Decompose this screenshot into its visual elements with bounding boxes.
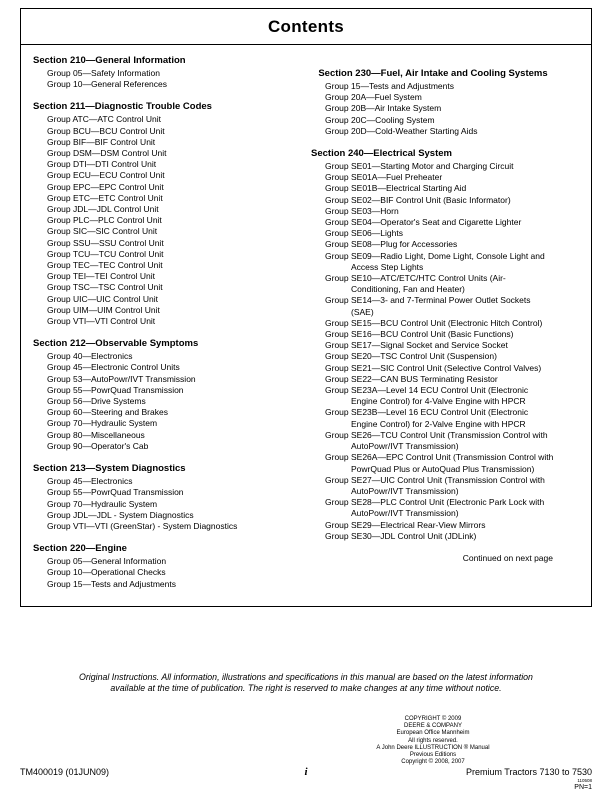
toc-group-entry: Group VTI—VTI Control Unit bbox=[47, 316, 156, 327]
section-heading: Section 230—Fuel, Air Intake and Cooling Systems bbox=[318, 68, 548, 79]
toc-group-entry: Group SSU—SSU Control Unit bbox=[47, 237, 164, 248]
toc-group-entry: Group TEI—TEI Control Unit bbox=[47, 271, 156, 282]
toc-group-entry: Group SE29—Electrical Rear-View Mirrors bbox=[325, 519, 486, 530]
section-group-list bbox=[311, 81, 555, 137]
toc-group-entry: Group JDL—JDL Control Unit bbox=[47, 204, 159, 215]
section-heading: Section 213—System Diagnostics bbox=[33, 463, 186, 475]
toc-group-entry: Group 70—Hydraulic System bbox=[47, 498, 158, 509]
toc-group-entry: Group SE23A—Level 14 ECU Control Unit (Electronic Engine Control) for 4-Valve Engine with HPCR bbox=[325, 385, 529, 407]
toc-group-entry: Group ECU—ECU Control Unit bbox=[47, 170, 165, 181]
continued-note: Continued on next page bbox=[462, 552, 553, 563]
section-heading: Section 240—Electrical System bbox=[311, 148, 452, 160]
toc-group-entry: Group 60—Steering and Brakes bbox=[47, 407, 168, 418]
section-group-list bbox=[33, 114, 297, 327]
copyright-line: All rights reserved. bbox=[408, 737, 458, 744]
toc-group-entry: Group BCU—BCU Control Unit bbox=[47, 125, 165, 136]
page-title: Contents bbox=[21, 9, 591, 45]
section-heading: Section 212—Observable Symptoms bbox=[33, 338, 199, 350]
toc-group-entry: Group 20A—Fuel System bbox=[325, 92, 422, 103]
toc-group-entry: Group 10—Operational Checks bbox=[47, 567, 166, 578]
section-group-list bbox=[33, 351, 297, 452]
toc-group-entry: Group SE20—TSC Control Unit (Suspension) bbox=[325, 351, 497, 362]
toc-group-entry: Group UIM—UIM Control Unit bbox=[47, 304, 160, 315]
toc-group-entry: Group DTI—DTI Control Unit bbox=[47, 159, 157, 170]
toc-group-entry: Group SE01A—Fuel Preheater bbox=[325, 172, 443, 183]
contents-box bbox=[20, 8, 592, 607]
toc-group-entry: Group EPC—EPC Control Unit bbox=[47, 181, 164, 192]
toc-group-entry: Group SE23B—Level 16 ECU Control Unit (Electronic Engine Control) for 2-Valve Engine with HPCR bbox=[325, 407, 529, 429]
toc-group-entry: Group SE21—SIC Control Unit (Selective Control Valves) bbox=[325, 362, 542, 373]
toc-group-entry: Group SE17—Signal Socket and Service Socket bbox=[325, 340, 508, 351]
toc-group-entry: Group BIF—BIF Control Unit bbox=[47, 136, 156, 147]
page-number: i bbox=[304, 766, 308, 778]
toc-group-entry: Group SE15—BCU Control Unit (Electronic Hitch Control) bbox=[325, 317, 543, 328]
toc-group-entry: Group SE26—TCU Control Unit (Transmission Control with AutoPowr/IVT Transmission) bbox=[325, 429, 548, 452]
copyright-line: DEERE & COMPANY bbox=[404, 723, 462, 730]
toc-group-entry: Group 90—Operator's Cab bbox=[47, 440, 149, 451]
copyright-line: Copyright © 2008, 2007 bbox=[401, 759, 465, 766]
toc-group-entry: Group SIC—SIC Control Unit bbox=[47, 226, 158, 237]
section-213-system-diagnostics bbox=[33, 463, 297, 532]
section-heading: Section 210—General Information bbox=[33, 55, 186, 66]
section-240-electrical-system bbox=[311, 148, 555, 542]
toc-group-entry: Group TSC—TSC Control Unit bbox=[47, 282, 163, 293]
toc-group-entry: Group 40—Electronics bbox=[47, 351, 133, 362]
section-group-list bbox=[33, 68, 297, 90]
copyright-block bbox=[333, 716, 533, 766]
toc-group-entry: Group 53—AutoPowr/IVT Transmission bbox=[47, 373, 196, 384]
toc-group-entry: Group TEC—TEC Control Unit bbox=[47, 260, 163, 271]
toc-group-entry: Group SE16—BCU Control Unit (Basic Functions) bbox=[325, 329, 514, 340]
toc-group-entry: Group SE04—Operator's Seat and Cigarette Lighter bbox=[325, 217, 522, 228]
section-group-list bbox=[33, 556, 297, 590]
original-instructions-notice: Original Instructions. All information, illustrations and specifications in this manual are based on the latest information available at the time of publication. The right is reserved to make changes at any time without notice. bbox=[79, 672, 533, 693]
toc-group-entry: Group 45—Electronics bbox=[47, 476, 133, 487]
toc-left-column bbox=[33, 55, 311, 590]
toc-group-entry: Group 10—General References bbox=[47, 79, 168, 90]
toc-group-entry: Group SE01B—Electrical Starting Aid bbox=[325, 183, 467, 194]
toc-group-entry: Group 05—Safety Information bbox=[47, 68, 160, 78]
pn-label: PN=1 bbox=[574, 784, 592, 791]
toc-group-entry: Group 55—PowrQuad Transmission bbox=[47, 487, 184, 498]
toc-group-entry: Group SE01—Starting Motor and Charging Circuit bbox=[325, 161, 514, 172]
toc-group-entry: Group UIC—UIC Control Unit bbox=[47, 293, 159, 304]
footer-right bbox=[401, 767, 592, 783]
toc-group-entry: Group 05—General Information bbox=[47, 556, 167, 567]
toc-group-entry: Group 15—Tests and Adjustments bbox=[47, 578, 176, 589]
copyright-line: Previous Editions bbox=[409, 752, 457, 759]
toc-group-entry: Group SE30—JDL Control Unit (JDLink) bbox=[325, 530, 477, 541]
toc-group-entry: Group SE14—3- and 7-Terminal Power Outlet Sockets (SAE) bbox=[325, 295, 531, 317]
toc-group-entry: Group SE09—Radio Light, Dome Light, Console Light and Access Step Lights bbox=[325, 250, 545, 272]
section-220-engine bbox=[33, 543, 297, 590]
toc-group-entry: Group SE02—BIF Control Unit (Basic Informator) bbox=[325, 194, 511, 205]
toc-group-entry: Group 20B—Air Intake System bbox=[325, 103, 442, 114]
toc-columns bbox=[21, 45, 591, 606]
section-230-fuel-air-intake-cooling bbox=[311, 68, 555, 137]
copyright-line: European Office Mannheim bbox=[396, 730, 470, 737]
toc-group-entry: Group 15—Tests and Adjustments bbox=[325, 81, 454, 91]
toc-group-entry: Group SE06—Lights bbox=[325, 228, 403, 239]
toc-group-entry: Group SE08—Plug for Accessories bbox=[325, 239, 458, 250]
toc-group-entry: Group 56—Drive Systems bbox=[47, 396, 146, 407]
page-footer bbox=[20, 766, 592, 783]
toc-group-entry: Group ATC—ATC Control Unit bbox=[47, 114, 161, 125]
toc-group-entry: Group SE03—Horn bbox=[325, 205, 399, 216]
toc-group-entry: Group 55—PowrQuad Transmission bbox=[47, 384, 184, 395]
document-number: TM400019 (01JUN09) bbox=[20, 767, 110, 777]
toc-group-entry: Group 80—Miscellaneous bbox=[47, 429, 145, 440]
toc-group-entry: Group SE28—PLC Control Unit (Electronic Park Lock with AutoPowr/IVT Transmission) bbox=[325, 497, 545, 519]
toc-group-entry: Group 70—Hydraulic System bbox=[47, 418, 158, 429]
toc-right-column bbox=[311, 55, 555, 590]
section-group-list bbox=[33, 476, 297, 532]
section-211-diagnostic-trouble-codes bbox=[33, 101, 297, 327]
toc-group-entry: Group 20D—Cold-Weather Starting Aids bbox=[325, 125, 478, 136]
toc-group-entry: Group TCU—TCU Control Unit bbox=[47, 248, 164, 259]
toc-group-entry: Group PLC—PLC Control Unit bbox=[47, 215, 162, 226]
model-range-label: Premium Tractors 7130 to 7530 bbox=[465, 767, 593, 777]
toc-group-entry: Group SE22—CAN BUS Terminating Resistor bbox=[325, 373, 498, 384]
section-210-general-information bbox=[33, 55, 297, 90]
toc-group-entry: Group SE27—UIC Control Unit (Transmission Control with AutoPowr/IVT Transmission) bbox=[325, 474, 545, 496]
toc-group-entry: Group ETC—ETC Control Unit bbox=[47, 192, 163, 203]
toc-group-entry: Group JDL—JDL - System Diagnostics bbox=[47, 509, 194, 520]
toc-group-entry: Group 45—Electronic Control Units bbox=[47, 362, 180, 373]
toc-group-entry: Group DSM—DSM Control Unit bbox=[47, 148, 167, 159]
toc-group-entry: Group VTI—VTI (GreenStar) - System Diagnostics bbox=[47, 520, 238, 531]
toc-group-entry: Group SE10—ATC/ETC/HTC Control Units (Air-Conditioning, Fan and Heater) bbox=[325, 273, 506, 295]
section-212-observable-symptoms bbox=[33, 338, 297, 452]
section-heading: Section 220—Engine bbox=[33, 543, 127, 555]
copyright-line: A John Deere ILLUSTRUCTION ® Manual bbox=[376, 744, 490, 751]
toc-group-entry: Group SE26A—EPC Control Unit (Transmission Control with PowrQuad Plus or AutoQuad Plus Transmission) bbox=[325, 452, 554, 474]
copyright-line: COPYRIGHT © 2009 bbox=[404, 716, 462, 722]
section-heading: Section 211—Diagnostic Trouble Codes bbox=[33, 101, 212, 113]
section-group-list bbox=[311, 161, 555, 542]
toc-group-entry: Group 20C—Cooling System bbox=[325, 114, 435, 125]
print-code: 110508 bbox=[577, 778, 593, 783]
